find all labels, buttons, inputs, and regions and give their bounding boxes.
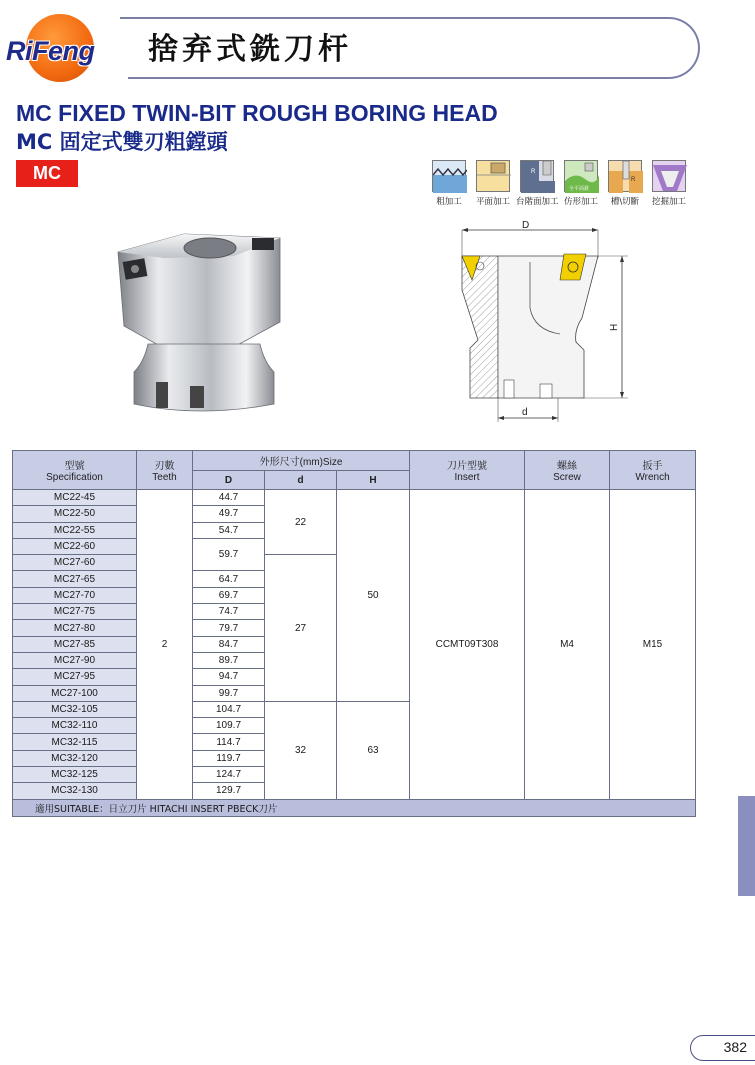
col-teeth-header: 刃數 Teeth xyxy=(137,451,193,490)
D-cell: 64.7 xyxy=(193,571,265,587)
operation-label: 平面加工 xyxy=(475,197,510,207)
D-cell: 59.7 xyxy=(193,538,265,571)
D-cell: 109.7 xyxy=(193,718,265,734)
page-number: 382 xyxy=(690,1035,755,1061)
spec-cell: MC22-45 xyxy=(13,490,137,506)
D-cell: 104.7 xyxy=(193,701,265,717)
operation-item xyxy=(428,160,470,207)
svg-text:R: R xyxy=(531,169,536,175)
D-cell: 94.7 xyxy=(193,669,265,685)
table-row xyxy=(13,490,696,506)
face-machining-icon xyxy=(476,160,510,192)
D-cell: 54.7 xyxy=(193,522,265,538)
spec-table xyxy=(12,450,696,817)
spec-cell: MC32-110 xyxy=(13,718,137,734)
D-cell: 84.7 xyxy=(193,636,265,652)
spec-cell: MC32-105 xyxy=(13,701,137,717)
operation-label: 台階面加工 xyxy=(516,197,559,207)
col-d-header: d xyxy=(265,471,337,490)
section-side-tab xyxy=(738,796,755,896)
D-cell: 44.7 xyxy=(193,490,265,506)
col-spec-header: 型號 Specification xyxy=(13,451,137,490)
operation-item xyxy=(648,160,690,207)
col-D-header: D xyxy=(193,471,265,490)
H-cell: 63 xyxy=(337,701,410,799)
teeth-cell: 2 xyxy=(137,490,193,800)
col-size-header: 外形尺寸(mm)Size xyxy=(193,451,410,471)
spec-cell: MC27-75 xyxy=(13,604,137,620)
spec-cell: MC27-90 xyxy=(13,652,137,668)
operation-item xyxy=(604,160,646,207)
spec-cell: MC27-60 xyxy=(13,555,137,571)
operation-icons xyxy=(428,160,692,210)
svg-text:全平面銑: 全平面銑 xyxy=(569,186,590,192)
d-cell: 22 xyxy=(265,490,337,555)
D-cell: 74.7 xyxy=(193,604,265,620)
operation-label: 粗加工 xyxy=(436,197,462,207)
suitable-note: 適用SUITABLE：日立刀片 HITACHI INSERT PBECK刀片 xyxy=(13,799,696,816)
category-title: 捨弃式銑刀杆 xyxy=(148,32,352,67)
operation-item xyxy=(560,160,602,207)
D-cell: 124.7 xyxy=(193,767,265,783)
insert-cell: CCMT09T308 xyxy=(410,490,525,800)
spec-cell: MC32-120 xyxy=(13,750,137,766)
dimension-H-label: H xyxy=(609,323,620,331)
D-cell: 79.7 xyxy=(193,620,265,636)
dimension-D-label: D xyxy=(522,220,530,231)
spec-cell: MC22-50 xyxy=(13,506,137,522)
spec-cell: MC27-85 xyxy=(13,636,137,652)
spec-cell: MC27-95 xyxy=(13,669,137,685)
spec-cell: MC32-130 xyxy=(13,783,137,799)
H-cell: 50 xyxy=(337,490,410,702)
d-cell: 27 xyxy=(265,555,337,702)
spec-cell: MC22-55 xyxy=(13,522,137,538)
spec-cell: MC32-125 xyxy=(13,767,137,783)
col-wrench-header: 扳手 Wrench xyxy=(610,451,696,490)
D-cell: 119.7 xyxy=(193,750,265,766)
rough-machining-icon xyxy=(432,160,466,192)
D-cell: 129.7 xyxy=(193,783,265,799)
pocketing-icon xyxy=(652,160,686,192)
wrench-cell: M15 xyxy=(610,490,696,800)
product-title-en: MC FIXED TWIN-BIT ROUGH BORING HEAD xyxy=(16,100,498,126)
model-badge: MC xyxy=(16,160,78,187)
operation-label: 仿形加工 xyxy=(563,197,598,207)
D-cell: 89.7 xyxy=(193,652,265,668)
d-cell: 32 xyxy=(265,701,337,799)
D-cell: 49.7 xyxy=(193,506,265,522)
product-title-cn: MC 固定式雙刃粗鏜頭 xyxy=(16,130,228,154)
technical-drawing xyxy=(450,218,640,426)
screw-cell: M4 xyxy=(525,490,610,800)
operation-label: 槽\切斷 xyxy=(610,197,640,207)
product-image xyxy=(104,222,294,418)
spec-cell: MC27-80 xyxy=(13,620,137,636)
dimension-d-label: d xyxy=(522,407,528,418)
spec-cell: MC22-60 xyxy=(13,538,137,554)
col-insert-header: 刀片型號 Insert xyxy=(410,451,525,490)
spec-cell: MC27-65 xyxy=(13,571,137,587)
col-screw-header: 螺絲 Screw xyxy=(525,451,610,490)
company-logo xyxy=(6,14,116,84)
svg-text:R: R xyxy=(631,177,636,183)
operation-item xyxy=(472,160,514,207)
spec-cell: MC27-70 xyxy=(13,587,137,603)
profile-machining-icon xyxy=(564,160,598,192)
D-cell: 114.7 xyxy=(193,734,265,750)
operation-label: 挖掘加工 xyxy=(651,197,686,207)
D-cell: 69.7 xyxy=(193,587,265,603)
table-footer-row xyxy=(13,799,696,816)
spec-cell: MC32-115 xyxy=(13,734,137,750)
D-cell: 99.7 xyxy=(193,685,265,701)
spec-cell: MC27-100 xyxy=(13,685,137,701)
shoulder-machining-icon xyxy=(520,160,554,192)
grooving-icon xyxy=(608,160,642,192)
logo-text: RiFeng xyxy=(6,36,95,66)
col-H-header: H xyxy=(337,471,410,490)
operation-item xyxy=(516,160,558,207)
